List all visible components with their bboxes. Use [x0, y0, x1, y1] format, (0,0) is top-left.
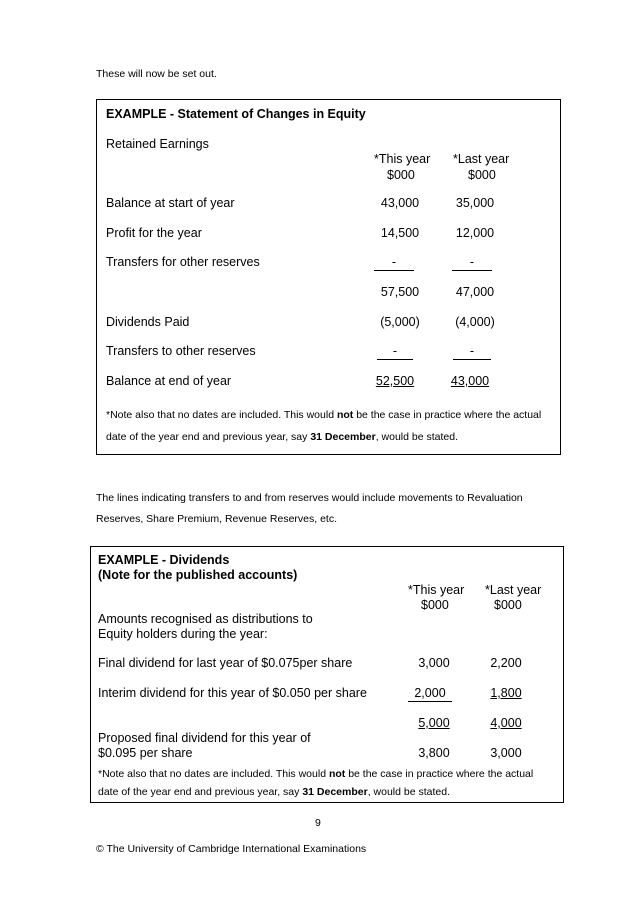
row-last-year: 1,800: [490, 686, 522, 700]
example-equity-subtitle: Retained Earnings: [106, 137, 209, 151]
row-last-year: -: [452, 255, 492, 271]
proposed-label-line1: Proposed final dividend for this year of: [98, 731, 311, 745]
col-unit-last-year: $000: [494, 598, 522, 612]
row-this-year: 5,000: [418, 716, 450, 730]
amounts-label-line2: Equity holders during the year:: [98, 627, 268, 641]
row-label: Interim dividend for this year of $0.050 per share: [98, 686, 367, 700]
example-dividends-note-line2: date of the year end and previous year, say 31 December, would be stated.: [98, 786, 450, 798]
row-last-year: 47,000: [455, 285, 495, 299]
row-label: Final dividend for last year of $0.075per share: [98, 656, 353, 670]
row-label: Profit for the year: [106, 226, 202, 240]
row-label: Transfers to other reserves: [106, 344, 256, 358]
example-equity-note-line2: date of the year end and previous year, say 31 December, would be stated.: [106, 431, 458, 443]
row-this-year: 2,000: [408, 686, 452, 702]
col-header-last-year: *Last year: [485, 583, 542, 597]
paragraph-line2: Reserves, Share Premium, Revenue Reserves, etc.: [96, 513, 338, 525]
row-this-year: 14,500: [380, 226, 420, 240]
page-number: 9: [315, 817, 321, 829]
row-this-year: 43,000: [380, 196, 420, 210]
row-last-year: 12,000: [455, 226, 495, 240]
proposed-last-year: 3,000: [490, 746, 522, 760]
row-last-year: 43,000: [450, 374, 490, 388]
row-last-year: 2,200: [490, 656, 522, 670]
row-this-year: 52,500: [375, 374, 415, 388]
row-this-year: 57,500: [380, 285, 420, 299]
example-dividends-note-line1: *Note also that no dates are included. This would not be the case in practice where the actual: [98, 768, 534, 780]
example-dividends-subtitle: (Note for the published accounts): [98, 568, 298, 582]
row-this-year: 3,000: [418, 656, 450, 670]
col-header-this-year: *This year: [408, 583, 465, 597]
row-label: Dividends Paid: [106, 315, 190, 329]
proposed-label-line2: $0.095 per share: [98, 746, 193, 760]
paragraph-line1: The lines indicating transfers to and from reserves would include movements to Revaluation: [96, 492, 523, 504]
row-this-year: -: [374, 255, 414, 271]
col-unit-this-year: $000: [387, 168, 415, 182]
row-label: Balance at start of year: [106, 196, 235, 210]
row-last-year: -: [453, 344, 491, 360]
example-dividends-title: EXAMPLE - Dividends: [98, 553, 230, 567]
footer-copyright: © The University of Cambridge International Examinations: [96, 843, 367, 855]
row-this-year: (5,000): [380, 315, 420, 329]
col-header-this-year: *This year: [374, 152, 431, 166]
row-last-year: 4,000: [490, 716, 522, 730]
example-equity-note-line1: *Note also that no dates are included. This would not be the case in practice where the actual: [106, 409, 542, 421]
intro-text: These will now be set out.: [96, 68, 217, 80]
col-header-last-year: *Last year: [453, 152, 510, 166]
row-last-year: 35,000: [455, 196, 495, 210]
row-label: Balance at end of year: [106, 374, 232, 388]
col-unit-last-year: $000: [468, 168, 496, 182]
row-this-year: -: [377, 344, 413, 360]
col-unit-this-year: $000: [421, 598, 449, 612]
row-last-year: (4,000): [455, 315, 495, 329]
amounts-label-line1: Amounts recognised as distributions to: [98, 612, 313, 626]
row-label: Transfers for other reserves: [106, 255, 260, 269]
example-equity-title: EXAMPLE - Statement of Changes in Equity: [106, 107, 366, 121]
proposed-this-year: 3,800: [418, 746, 450, 760]
